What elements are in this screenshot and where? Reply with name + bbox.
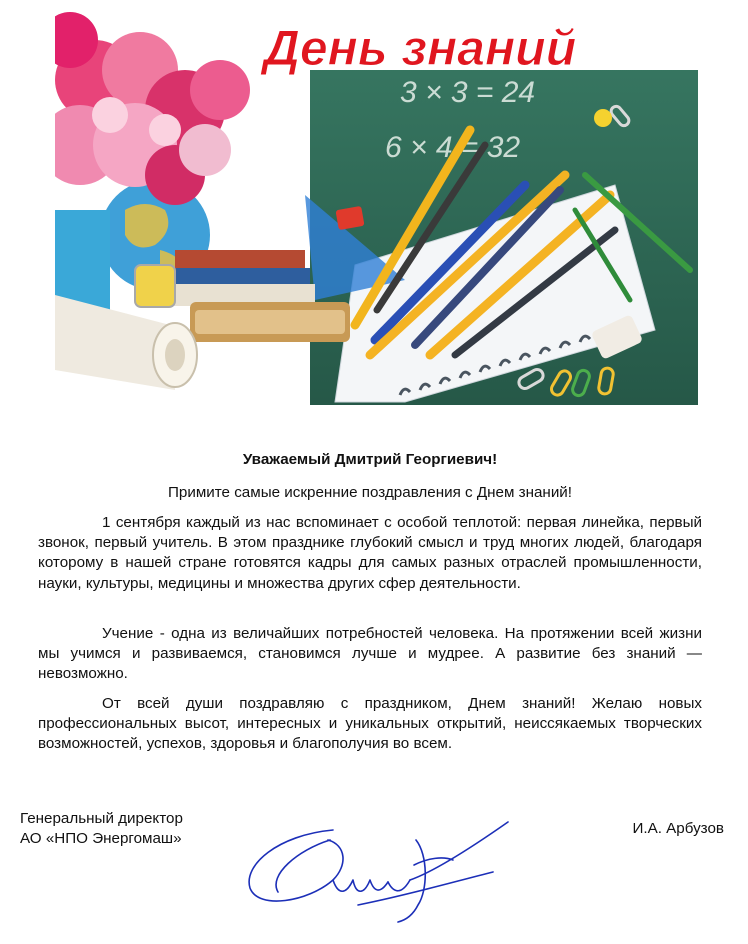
paper-roll-icon: [55, 295, 197, 390]
ink-bottle-icon: [135, 265, 175, 307]
signer-company: АО «НПО Энергомаш»: [20, 830, 182, 847]
signer-title: Генеральный директор: [20, 810, 183, 827]
chalk-equation-1: 3 × 3 = 24: [400, 76, 536, 109]
vase-icon: [55, 210, 110, 310]
paragraph-2: Учение - одна из величайших потребностей человека. На протяжении всей жизни мы учимся и развиваемся, становимся лучше и мудрее. А развитие без знаний — невозможно.: [38, 625, 702, 683]
pin-icon: [594, 109, 612, 127]
banner-title: День знаний: [263, 20, 577, 76]
greeting: Уважаемый Дмитрий Георгиевич!: [242, 451, 498, 468]
paragraph-3: От всей души поздравляю с праздником, Днем знаний! Желаю новых профессиональных высот, интересных и уникальных открытий, неиссякаемых творческих возможностей, успехов, здоровья и благополучия во всем.: [38, 695, 702, 753]
signer-position: [20, 809, 183, 849]
header-illustration: [55, 10, 698, 405]
flowers-icon: [55, 12, 250, 205]
paragraph-1: 1 сентября каждый из нас вспоминает с особой теплотой: первая линейка, первый звонок, первый учитель. В этом празднике глубокий смысл и труд многих людей, благодаря которому в нашей стране готовятся кадры для самых разных отраслей промышленности, науки, культуры, медицины и множества других сфер деятельности.: [38, 514, 702, 592]
signer-name: И.А. Арбузов: [632, 820, 724, 837]
chalk-equation-2: 6 × 4 = 32: [385, 131, 521, 164]
intro-line: Примите самые искренние поздравления с Днем знаний!: [167, 484, 573, 501]
handwritten-signature: [238, 810, 528, 935]
